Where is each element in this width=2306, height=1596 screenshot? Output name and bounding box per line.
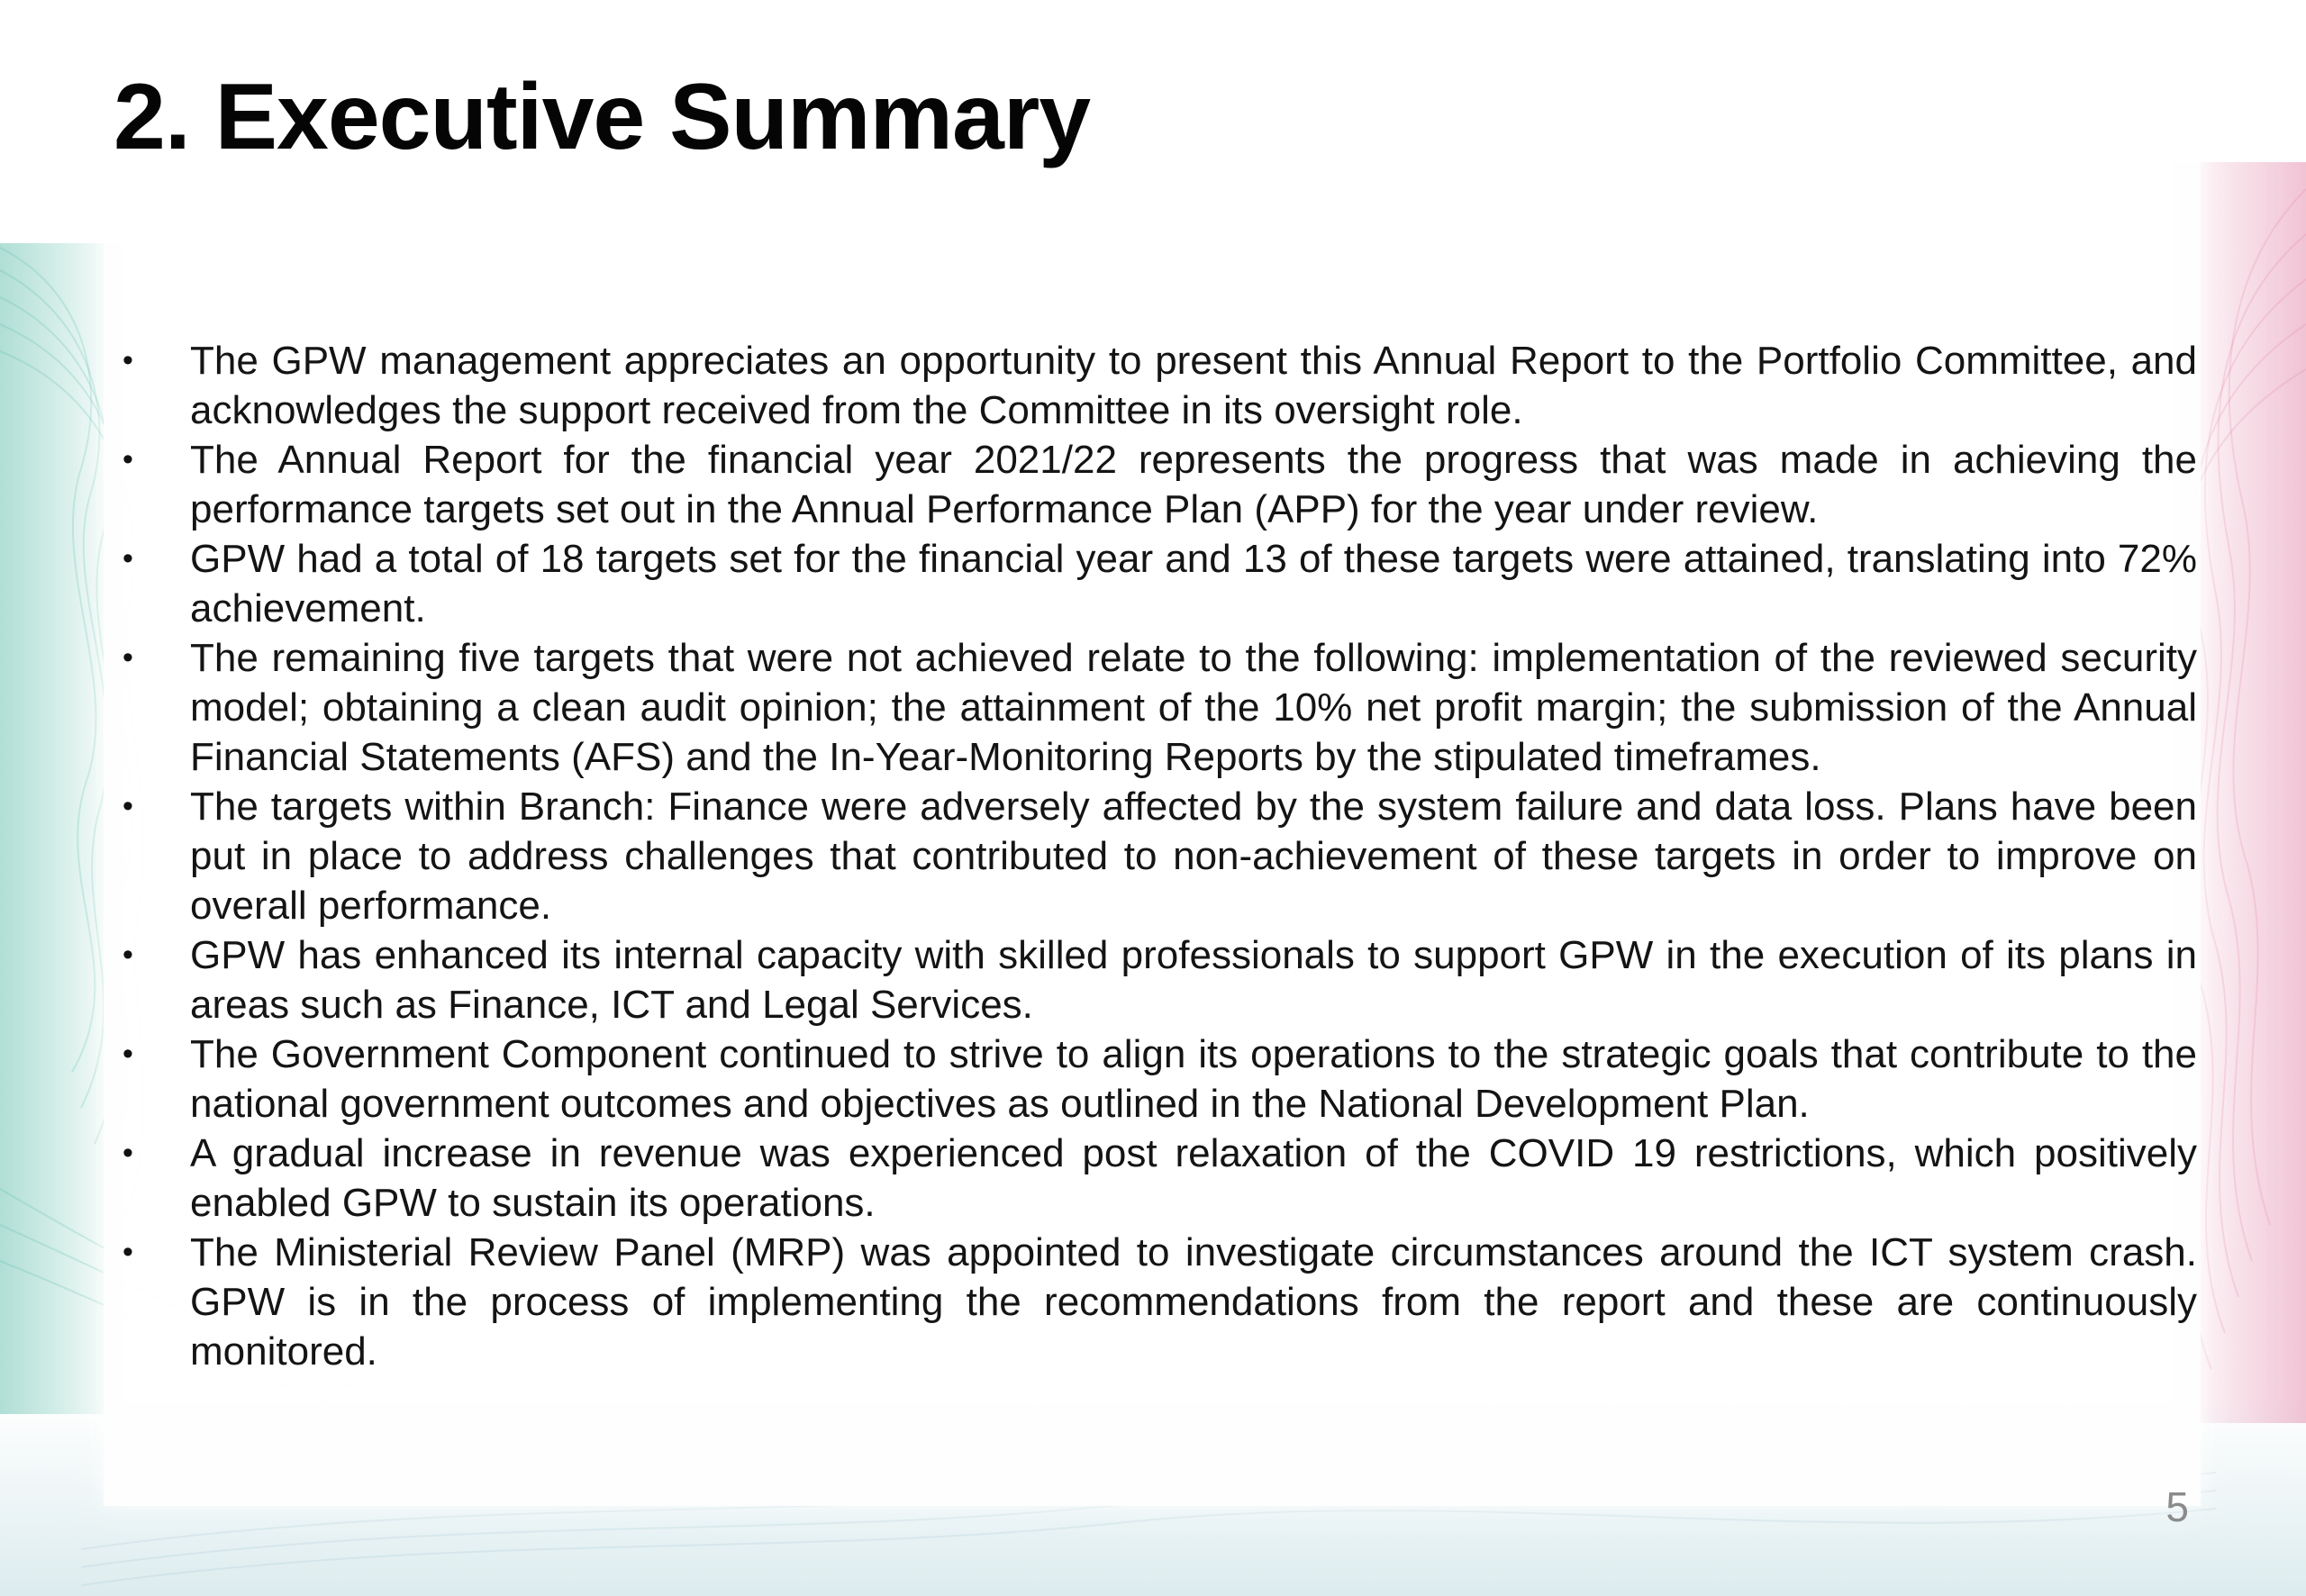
summary-bullet bbox=[118, 1029, 2197, 1129]
page-title: 2. Executive Summary bbox=[113, 65, 1091, 169]
bullet-icon: • bbox=[123, 789, 133, 823]
summary-bullet-text: The targets within Branch: Finance were adversely affected by the system failure and data loss. Plans have been put in place to address challenges that contributed to non-achievement of these targets in order to improve on overall performance. bbox=[190, 784, 2197, 928]
bullet-icon: • bbox=[123, 640, 133, 675]
summary-bullet bbox=[118, 336, 2197, 435]
summary-bullet-text: The GPW management appreciates an opportunity to present this Annual Report to the Portfolio Committee, and acknowledges the support received from the Committee in its oversight role. bbox=[190, 339, 2197, 432]
page-number: 5 bbox=[2165, 1483, 2189, 1530]
summary-bullet bbox=[118, 930, 2197, 1029]
summary-bullet bbox=[118, 1129, 2197, 1228]
summary-bullet bbox=[118, 1228, 2197, 1376]
summary-bullet-text: GPW had a total of 18 targets set for the financial year and 13 of these targets were attained, translating into 72% achievement. bbox=[190, 537, 2197, 630]
bullet-icon: • bbox=[123, 541, 133, 576]
bullet-icon: • bbox=[123, 1136, 133, 1170]
executive-summary-list bbox=[118, 336, 2197, 1376]
summary-bullet bbox=[118, 435, 2197, 534]
summary-bullet-text: GPW has enhanced its internal capacity with skilled professionals to support GPW in the execution of its plans in areas such as Finance, ICT and Legal Services. bbox=[190, 933, 2197, 1027]
summary-bullet-text: The Annual Report for the financial year 2021/22 represents the progress that was made in achieving the performance targets set out in the Annual Performance Plan (APP) for the year under review. bbox=[190, 438, 2197, 531]
summary-bullet bbox=[118, 782, 2197, 930]
summary-bullet-text: A gradual increase in revenue was experienced post relaxation of the COVID 19 restrictions, which positively enabled GPW to sustain its operations. bbox=[190, 1131, 2197, 1225]
summary-bullet bbox=[118, 633, 2197, 782]
bullet-icon: • bbox=[123, 1235, 133, 1269]
bullet-icon: • bbox=[123, 343, 133, 377]
summary-bullet bbox=[118, 534, 2197, 633]
bullet-icon: • bbox=[123, 1037, 133, 1071]
bullet-icon: • bbox=[123, 938, 133, 972]
summary-bullet-text: The Ministerial Review Panel (MRP) was appointed to investigate circumstances around the ICT system crash. GPW is in the process of implementing the recommendations from the report and these are continuously monitored. bbox=[190, 1230, 2197, 1374]
bullet-icon: • bbox=[123, 442, 133, 476]
summary-bullet-text: The Government Component continued to strive to align its operations to the strategic goals that contribute to the national government outcomes and objectives as outlined in the National Development Plan. bbox=[190, 1032, 2197, 1126]
summary-bullet-text: The remaining five targets that were not achieved relate to the following: implementation of the reviewed security model; obtaining a clean audit opinion; the attainment of the 10% net profit margin; the submission of the Annual Financial Statements (AFS) and the In-Year-Monitoring Reports by the stipulated timeframes. bbox=[190, 636, 2197, 779]
